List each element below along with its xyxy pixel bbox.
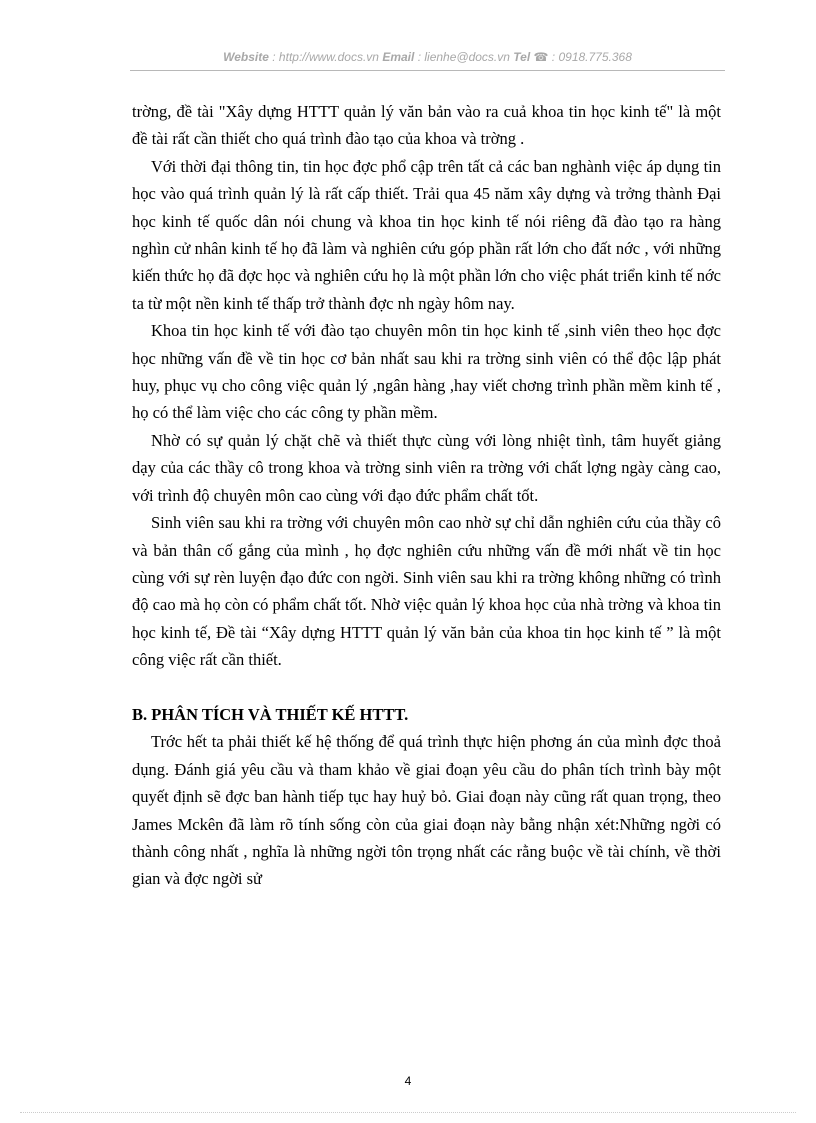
footer-divider — [20, 1112, 796, 1113]
email-label: Email — [382, 50, 415, 64]
email-value: : lienhe@docs.vn — [417, 50, 510, 64]
website-label: Website — [223, 50, 269, 64]
tel-value: ☎ : 0918.775.368 — [533, 50, 632, 64]
paragraph-4: Nhờ có sự quản lý chặt chẽ và thiết thực cùng với lòng nhiệt tình, tâm huyết giảng dạy của các thầy cô trong khoa và trờng sinh viên ra trờng với chất lợng ngày càng cao, với trình độ chuyên môn cao cùng với đạo đức phẩm chất tốt. — [132, 430, 721, 505]
paragraph-5: Sinh viên sau khi ra trờng với chuyên môn cao nhờ sự chỉ dẫn nghiên cứu của thầy cô và bản thân cố gắng của mình , họ đợc nghiên cứu những vấn đề mới nhất về tin học cùng với sự rèn luyện đạo đức con ngời. Sinh viên sau khi ra trờng không những có trình độ cao mà họ còn có phẩm chất tốt. Nhờ việc quản lý khoa học của nhà trờng và khoa tin học kinh tế, Đề tài “Xây dựng HTTT quản lý văn bản của khoa tin học kinh tế ” là một công việc rất cần thiết. — [132, 513, 721, 670]
page-number: 4 — [404, 1074, 412, 1088]
paragraph-3: Khoa tin học kinh tế với đào tạo chuyên môn tin học kinh tế ,sinh viên theo học đợc học những vấn đề về tin học cơ bản nhất sau khi ra trờng sinh viên có thể độc lập phát huy, phục vụ cho công việc quản lý ,ngân hàng ,hay viết chơng trình phần mềm kinh tế , họ có thể làm việc cho các công ty phần mềm. — [132, 321, 721, 423]
header-divider — [130, 70, 725, 71]
page-header — [130, 50, 725, 64]
paragraph-2: Với thời đại thông tin, tin học đợc phổ cập trên tất cả các ban nghành việc áp dụng tin học vào quá trình quản lý là rất cấp thiết. Trải qua 45 năm xây dựng và trởng thành Đại học kinh tế quốc dân nói chung và khoa tin học kinh tế nói riêng đã đào tạo ra hàng nghìn cử nhân kinh tế họ đã làm và nghiên cứu góp phần rất lớn cho đất nớc , với những kiến thức họ đã đợc học và nghiên cứu họ là một phần lớn cho việc phát triển kinh tế nớc ta từ một nền kinh tế thấp trở thành đợc nh ngày hôm nay. — [132, 156, 721, 313]
tel-label: Tel — [513, 50, 531, 64]
website-value: : http://www.docs.vn — [272, 50, 379, 64]
section-title: B. PHÂN TÍCH VÀ THIẾT KẾ HTTT. — [132, 704, 409, 724]
document-body — [132, 98, 721, 893]
section-paragraph: Trớc hết ta phải thiết kế hệ thống để quá trình thực hiện phơng án của mình đợc thoả dụng. Đánh giá yêu cầu và tham khảo về giai đoạn yêu cầu do phân tích trình bày một quyết định sẽ đợc ban hành tiếp tục hay huỷ bỏ. Giai đoạn này cũng rất quan trọng, theo James Mckên đã làm rõ tính sống còn của giai đoạn này bằng nhận xét:Những ngời có thành công nhất , nghĩa là những ngời tôn trọng nhất các rằng buộc về tài chính, về thời gian và đợc ngời sử — [132, 732, 721, 889]
paragraph-1: trờng, đề tài "Xây dựng HTTT quản lý văn bản vào ra cuả khoa tin học kinh tế" là một đề tài rất cần thiết cho quá trình đào tạo của khoa và trờng . — [132, 102, 721, 149]
